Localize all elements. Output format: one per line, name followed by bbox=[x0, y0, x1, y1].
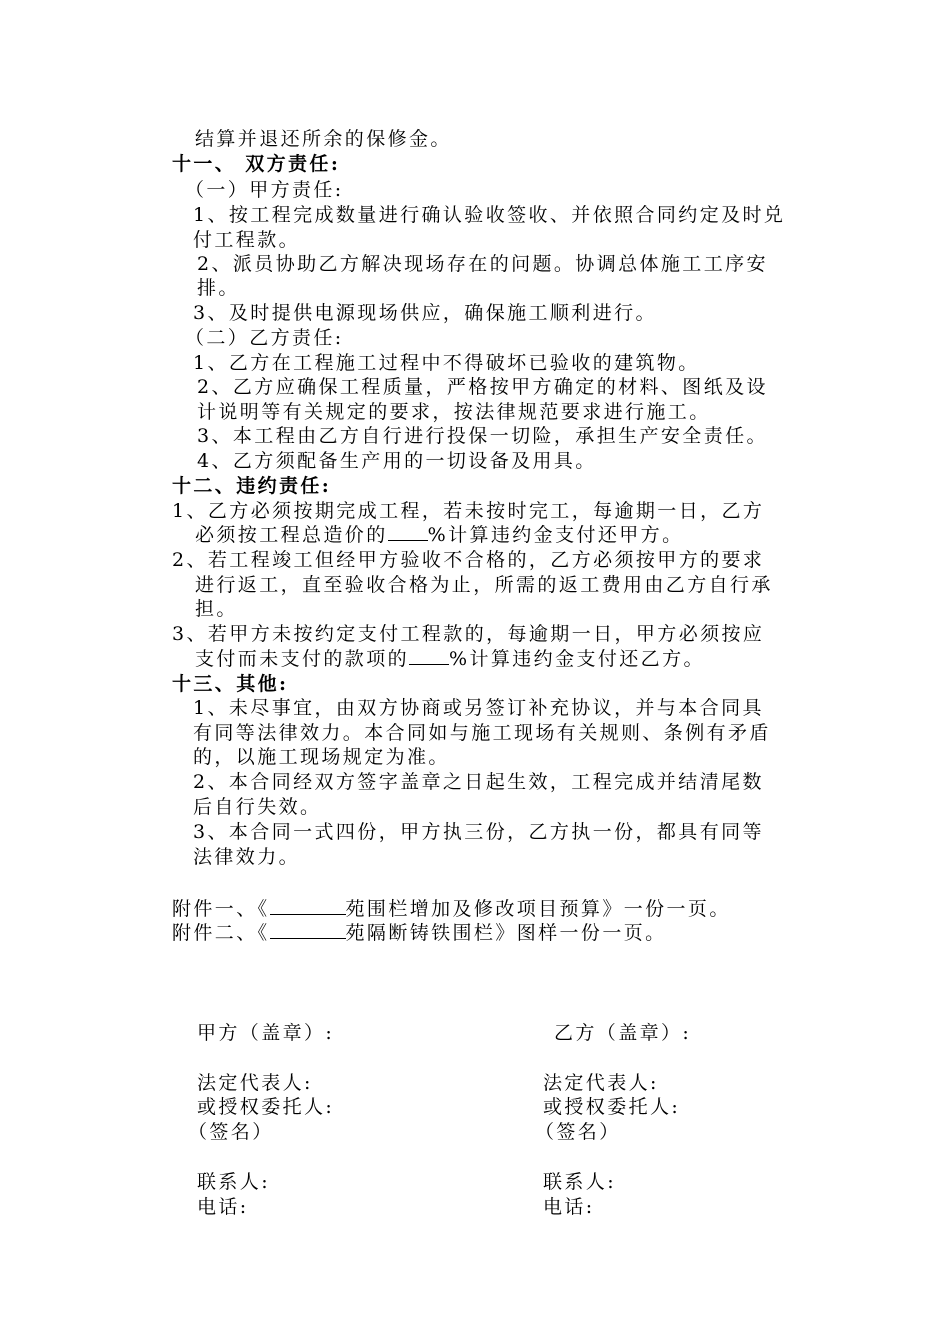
text-line: 2、派员协助乙方解决现场存在的问题。协调总体施工工序安 bbox=[197, 253, 768, 275]
attachment-2 bbox=[172, 921, 667, 945]
text-fragment: %计算违约金支付还乙方。 bbox=[449, 648, 705, 670]
text-line: 1、乙方必须按期完成工程，若未按时完工，每逾期一日，乙方 bbox=[172, 500, 765, 522]
section-heading-12: 十二、违约责任: bbox=[172, 475, 332, 497]
party-b-agent-label: 或授权委托人: bbox=[543, 1096, 681, 1118]
party-b-contact-label: 联系人: bbox=[543, 1171, 617, 1193]
subheading-party-a: （一）甲方责任: bbox=[185, 179, 344, 201]
fill-in-blank bbox=[409, 647, 449, 665]
party-a-rep-label: 法定代表人: bbox=[197, 1072, 313, 1094]
text-line: 3、及时提供电源现场供应，确保施工顺利进行。 bbox=[193, 302, 657, 324]
text-line: 3、若甲方未按约定支付工程款的，每逾期一日，甲方必须按应 bbox=[172, 623, 765, 645]
party-a-contact-label: 联系人: bbox=[197, 1171, 271, 1193]
text-fragment: 必须按工程总造价的 bbox=[195, 524, 388, 546]
party-b-seal-label: 乙方（盖章）: bbox=[554, 1022, 692, 1044]
text-line: 付工程款。 bbox=[193, 229, 301, 251]
text-line: 3、本工程由乙方自行进行投保一切险，承担生产安全责任。 bbox=[197, 425, 768, 447]
text-fragment: 苑围栏增加及修改项目预算》一份一页。 bbox=[345, 898, 731, 920]
text-line: 进行返工，直至验收合格为止，所需的返工费用由乙方自行承 bbox=[195, 574, 773, 596]
text-line: 有同等法律效力。本合同如与施工现场有关规则、条例有矛盾 bbox=[193, 722, 771, 744]
text-line: 1、未尽事宜，由双方协商或另签订补充协议，并与本合同具 bbox=[193, 697, 764, 719]
party-b-rep-label: 法定代表人: bbox=[543, 1072, 659, 1094]
text-line: 结算并退还所余的保修金。 bbox=[195, 128, 452, 150]
text-line: 4、乙方须配备生产用的一切设备及用具。 bbox=[197, 450, 597, 472]
party-a-sign-label: （签名） bbox=[188, 1121, 274, 1143]
fill-in-blank bbox=[388, 523, 428, 541]
section-heading-13: 十三、其他: bbox=[172, 673, 289, 695]
section-heading-11: 十一、 双方责任: bbox=[172, 153, 341, 175]
text-line: 3、本合同一式四份，甲方执三份，乙方执一份，都具有同等 bbox=[193, 821, 764, 843]
attachment-1 bbox=[172, 897, 731, 921]
party-a-agent-label: 或授权委托人: bbox=[197, 1096, 335, 1118]
text-line bbox=[195, 523, 683, 547]
fill-in-blank bbox=[270, 897, 346, 915]
fill-in-blank bbox=[270, 921, 346, 939]
text-fragment: 附件二、《 bbox=[172, 922, 270, 944]
text-line bbox=[195, 647, 705, 671]
text-fragment: 苑隔断铸铁围栏》图样一份一页。 bbox=[345, 922, 667, 944]
text-line: 计说明等有关规定的要求，按法律规范要求进行施工。 bbox=[197, 401, 711, 423]
party-b-sign-label: （签名） bbox=[535, 1121, 621, 1143]
party-a-seal-label: 甲方（盖章）: bbox=[197, 1022, 335, 1044]
text-line: 2、本合同经双方签字盖章之日起生效，工程完成并结清尾数 bbox=[193, 771, 764, 793]
party-b-phone-label: 电话: bbox=[543, 1196, 595, 1218]
text-line: 的，以施工现场规定为准。 bbox=[193, 746, 450, 768]
text-line: 担。 bbox=[195, 598, 238, 620]
text-fragment: 附件一、《 bbox=[172, 898, 270, 920]
text-line: 后自行失效。 bbox=[193, 796, 322, 818]
party-a-phone-label: 电话: bbox=[197, 1196, 249, 1218]
text-line: 法律效力。 bbox=[193, 846, 301, 868]
subheading-party-b: （二）乙方责任: bbox=[185, 327, 344, 349]
text-line: 1、按工程完成数量进行确认验收签收、并依照合同约定及时兑 bbox=[193, 204, 786, 226]
text-line: 1、乙方在工程施工过程中不得破坏已验收的建筑物。 bbox=[193, 352, 700, 374]
text-line: 2、若工程竣工但经甲方验收不合格的，乙方必须按甲方的要求 bbox=[172, 549, 765, 571]
text-line: 排。 bbox=[197, 277, 240, 299]
text-fragment: %计算违约金支付还甲方。 bbox=[427, 524, 684, 546]
text-line: 2、乙方应确保工程质量，严格按甲方确定的材料、图纸及设 bbox=[197, 376, 768, 398]
text-fragment: 支付而未支付的款项的 bbox=[195, 648, 410, 670]
